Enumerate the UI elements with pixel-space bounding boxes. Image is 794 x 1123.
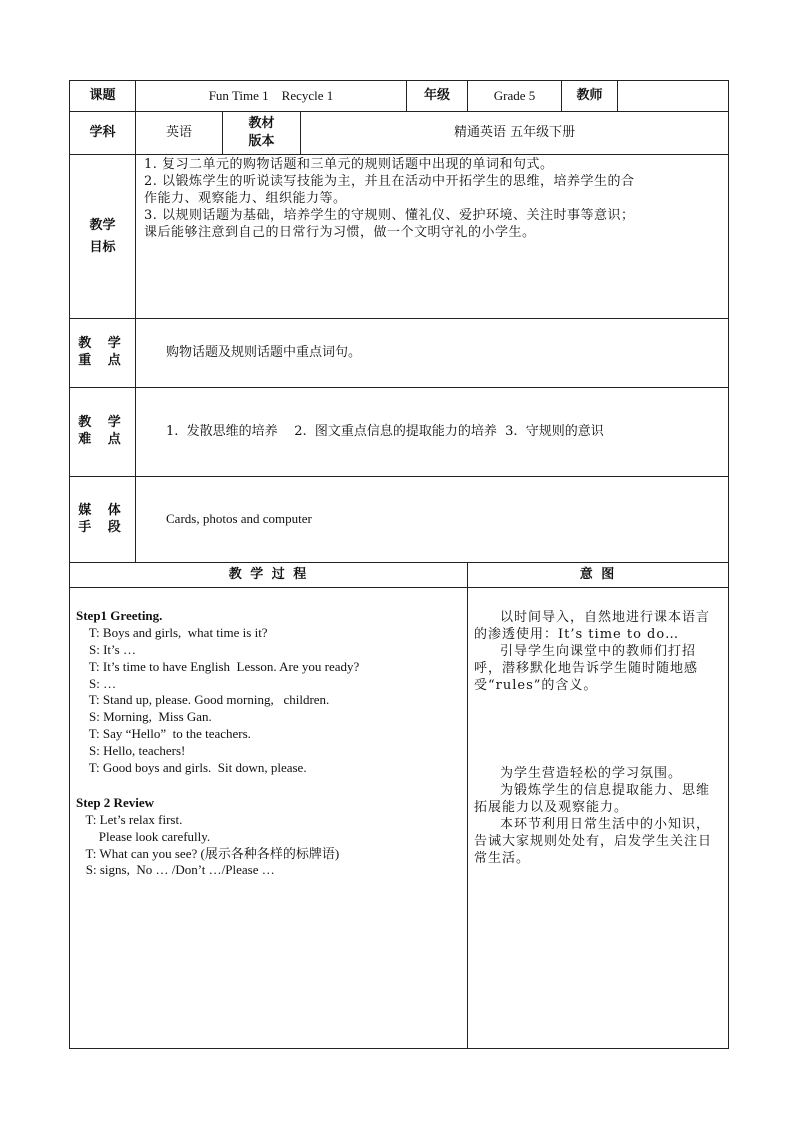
key-points-text: 购物话题及规则话题中重点词句。: [136, 319, 729, 388]
dialogue-line: T: It’s time to have English Lesson. Are you ready?: [76, 658, 360, 674]
topic-label: 课题: [70, 81, 136, 112]
intent-header: 意 图: [468, 563, 729, 588]
textbook-label: [223, 112, 301, 155]
difficulties-label: [70, 388, 136, 477]
objectives-label: [70, 155, 136, 319]
dialogue-line: T: Boys and girls, what time is it?: [76, 624, 268, 640]
topic-value: Fun Time 1 Recycle 1: [136, 81, 407, 112]
dialogue-line: T: Good boys and girls. Sit down, please.: [76, 760, 307, 776]
dialogue-line: T: What can you see? (展示各种各样的标牌语): [76, 845, 340, 861]
intent-paragraph: 为锻炼学生的信息提取能力、思维拓展能力以及观察能力。: [474, 783, 711, 816]
step2-title: Step 2 Review: [76, 794, 154, 810]
difficulties-text: 1. 发散思维的培养 2. 图文重点信息的提取能力的培养 3. 守规则的意识: [136, 388, 729, 477]
key-points-label-line-1: 教 学: [78, 336, 127, 352]
objectives-label-line-1: 教学: [89, 217, 116, 233]
dialogue-line: T: Let’s relax first.: [76, 811, 183, 827]
difficulties-label-line-1: 教 学: [78, 415, 127, 431]
dialogue-line: Please look carefully.: [76, 828, 211, 844]
intent-paragraph: 为学生营造轻松的学习氛围。: [500, 766, 683, 782]
dialogue-line: T: Stand up, please. Good morning, children.: [76, 692, 330, 708]
dialogue-line: S: Morning, Miss Gan.: [76, 709, 212, 725]
difficulties-label-line-2: 难 点: [78, 432, 127, 447]
key-points-row: [70, 319, 729, 388]
process-header: 教 学 过 程: [70, 563, 468, 588]
media-label: [70, 477, 136, 563]
media-label-line-1: 媒 体: [78, 502, 127, 518]
teacher-label: 教师: [562, 81, 618, 112]
subject-value: 英语: [136, 112, 223, 155]
objective-line: 1. 复习二单元的购物话题和三单元的规则话题中出现的单词和句式。: [144, 157, 554, 172]
textbook-label-line-2: 版本: [248, 134, 275, 149]
objectives-content: [136, 155, 729, 319]
key-points-label-line-2: 重 点: [78, 353, 127, 368]
subject-label: 学科: [70, 112, 136, 155]
objectives-label-line-2: 目标: [89, 239, 116, 255]
objectives-row: [70, 155, 729, 319]
intent-paragraph: 本环节利用日常生活中的小知识，告诫大家规则处处有，启发学生关注日常生活。: [474, 817, 713, 866]
teacher-value: [618, 81, 729, 112]
intent-content: [468, 588, 729, 1049]
key-points-label: [70, 319, 136, 388]
intent-paragraph: 以时间导入，自然地进行课本语言的渗透使用：It’s time to do…: [474, 610, 711, 642]
step-gap: [76, 777, 467, 795]
dialogue-line: S: …: [76, 675, 117, 691]
media-row: [70, 477, 729, 563]
intent-spacer: [474, 694, 722, 766]
dialogue-line: S: Hello, teachers!: [76, 743, 186, 759]
header-row: [70, 81, 729, 112]
dialogue-line: S: It’s …: [76, 641, 136, 657]
textbook-value: 精通英语 五年级下册: [301, 112, 729, 155]
process-content-row: [70, 588, 729, 1049]
objective-line: 作能力、观察能力、组织能力等。: [144, 190, 347, 206]
objective-line: 2. 以锻炼学生的听说读写技能为主，并且在活动中开拓学生的思维，培养学生的合: [144, 173, 635, 189]
subject-row: [70, 112, 729, 155]
lesson-plan-table: [69, 80, 729, 1049]
grade-value: Grade 5: [468, 81, 562, 112]
dialogue-line: T: Say “Hello” to the teachers.: [76, 726, 251, 742]
objective-line: 课后能够注意到自己的日常行为习惯，做一个文明守礼的小学生。: [144, 224, 536, 240]
process-header-row: [70, 563, 729, 588]
intent-paragraph: 引导学生向课堂中的教师们打招呼，潜移默化地告诉学生随时随地感受“rules”的含义。: [474, 643, 699, 693]
media-label-line-2: 手 段: [78, 519, 127, 535]
objective-line: 3. 以规则话题为基础，培养学生的守规则、懂礼仪、爱护环境、关注时事等意识；: [144, 207, 635, 223]
process-content: [70, 588, 468, 1049]
step1-title: Step1 Greeting.: [76, 608, 163, 623]
dialogue-line: S: signs, No … /Don’t …/Please …: [76, 862, 275, 878]
media-text: Cards, photos and computer: [136, 477, 729, 563]
textbook-label-line-1: 教材: [248, 116, 275, 131]
grade-label: 年级: [407, 81, 468, 112]
difficulties-row: [70, 388, 729, 477]
